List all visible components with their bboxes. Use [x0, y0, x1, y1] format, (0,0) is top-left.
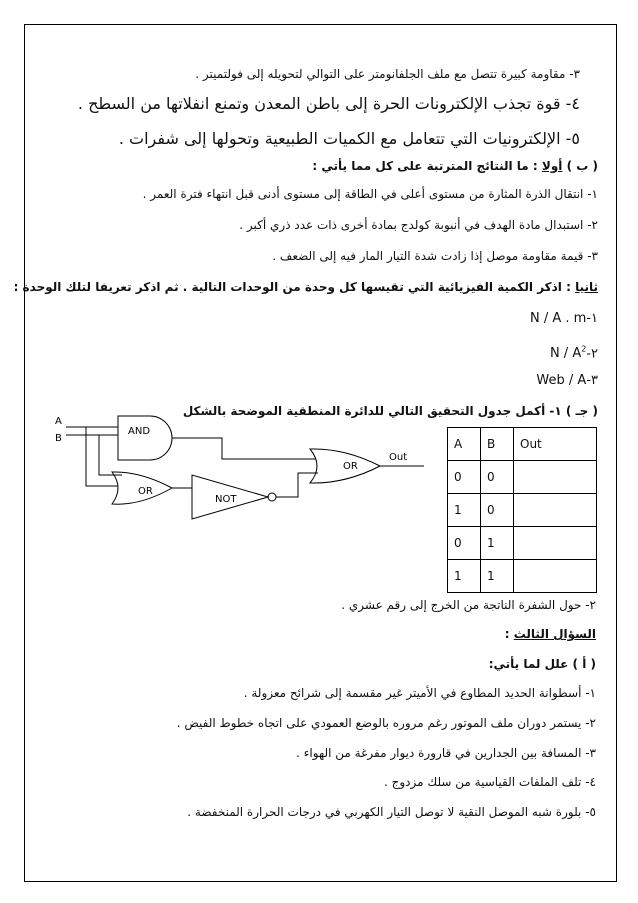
section-3-item-1: ١- أسطوانة الحديد المطاوع في الأميتر غير مقسمة إلى شرائح معزولة .	[243, 686, 596, 700]
section-b-item-3: ٣- قيمة مقاومة موصل إذا زادت شدة التيار المار فيه إلى الضعف .	[272, 249, 598, 263]
cell-b: 0	[481, 494, 514, 527]
table-row	[448, 527, 597, 560]
section-b-rest: : ما النتائج المترتبة على كل مما يأتي :	[312, 159, 538, 173]
truth-table	[447, 427, 597, 593]
cell-b: 0	[481, 461, 514, 494]
cell-out[interactable]	[514, 560, 597, 593]
table-row	[448, 461, 597, 494]
cell-a: 0	[448, 527, 481, 560]
table-row	[448, 494, 597, 527]
section-3-title: السؤال الثالث	[513, 627, 596, 641]
or-gate-small-label: OR	[138, 486, 153, 497]
and-gate-label: AND	[128, 426, 151, 437]
unit-3-num: ٣-	[586, 373, 598, 388]
cell-a: 1	[448, 494, 481, 527]
cell-b: 1	[481, 560, 514, 593]
units-heading-first: ثانيا	[575, 280, 598, 294]
unit-1-num: ١-	[586, 311, 598, 326]
section-3-item-2: ٢- يستمر دوران ملف الموتور رغم مروره بالوضع العمودي على اتجاه خطوط الفيض .	[176, 716, 596, 730]
section-c-item-2: ٢- حول الشفرة الناتجة من الخرج إلى رقم عشري .	[341, 598, 596, 612]
section-3-item-4: ٤- تلف الملفات القياسية من سلك مزدوج .	[383, 775, 596, 789]
header-out: Out	[514, 428, 597, 461]
header-a: A	[448, 428, 481, 461]
cell-a: 0	[448, 461, 481, 494]
section-3-sub: ( أ ) علل لما يأتي:	[488, 657, 596, 671]
cell-out[interactable]	[514, 461, 597, 494]
not-gate-label: NOT	[215, 494, 237, 505]
section-3-item-3: ٣- المسافة بين الجدارين في قارورة ديوار مفرغة من الهواء .	[296, 746, 596, 760]
item-a5: ٥- الإلكترونيات التي تتعامل مع الكميات الطبيعية وتحولها إلى شفرات .	[118, 129, 580, 148]
cell-a: 1	[448, 560, 481, 593]
unit-1-value: N / A . m	[529, 311, 587, 326]
cell-b: 1	[481, 527, 514, 560]
input-b-label: B	[55, 433, 62, 444]
item-a4: ٤- قوة تجذب الإلكترونات الحرة إلى باطن المعدن وتمنع انفلاتها من السطح .	[77, 94, 580, 113]
section-3-heading	[505, 626, 596, 642]
or-gate-out-label: OR	[343, 461, 358, 472]
output-label: Out	[389, 452, 408, 463]
section-b-first: أولا	[541, 159, 563, 173]
unit-3-value: Web / A	[536, 373, 587, 388]
section-c-heading: ( جـ ) ١- أكمل جدول التحقيق التالي للدائرة المنطقية الموضحة بالشكل	[182, 404, 598, 418]
unit-2-num: ٢-	[586, 346, 598, 362]
section-3-colon: :	[504, 627, 510, 641]
section-b-item-1: ١- انتقال الذرة المثارة من مستوى أعلى في الطاقة إلى مستوى أدنى قبل انتهاء فترة العمر .	[142, 187, 598, 201]
unit-2-value: N / $A^2$	[549, 345, 587, 362]
cell-out[interactable]	[514, 494, 597, 527]
truth-table-header	[448, 428, 597, 461]
units-heading-rest: : اذكر الكمية الفيزيائية التي تقيسها كل وحدة من الوحدات التالية . ثم اذكر تعريفا لتلك الوحدة :	[13, 280, 571, 294]
table-row	[448, 560, 597, 593]
section-b-item-2: ٢- استبدال مادة الهدف في أنبوبة كولدج بمادة أخرى ذات عدد ذري أكبر .	[239, 218, 598, 232]
header-b: B	[481, 428, 514, 461]
section-3-item-5: ٥- بلورة شبه الموصل النقية لا توصل التيار الكهربي في درجات الحرارة المنخفضة .	[187, 805, 596, 819]
cell-out[interactable]	[514, 527, 597, 560]
input-a-label: A	[55, 416, 62, 427]
section-b-label: ( ب )	[566, 159, 598, 173]
item-a3: ٣- مقاومة كبيرة تتصل مع ملف الجلفانومتر على التوالي لتحويله إلى فولتميتر .	[195, 67, 580, 81]
